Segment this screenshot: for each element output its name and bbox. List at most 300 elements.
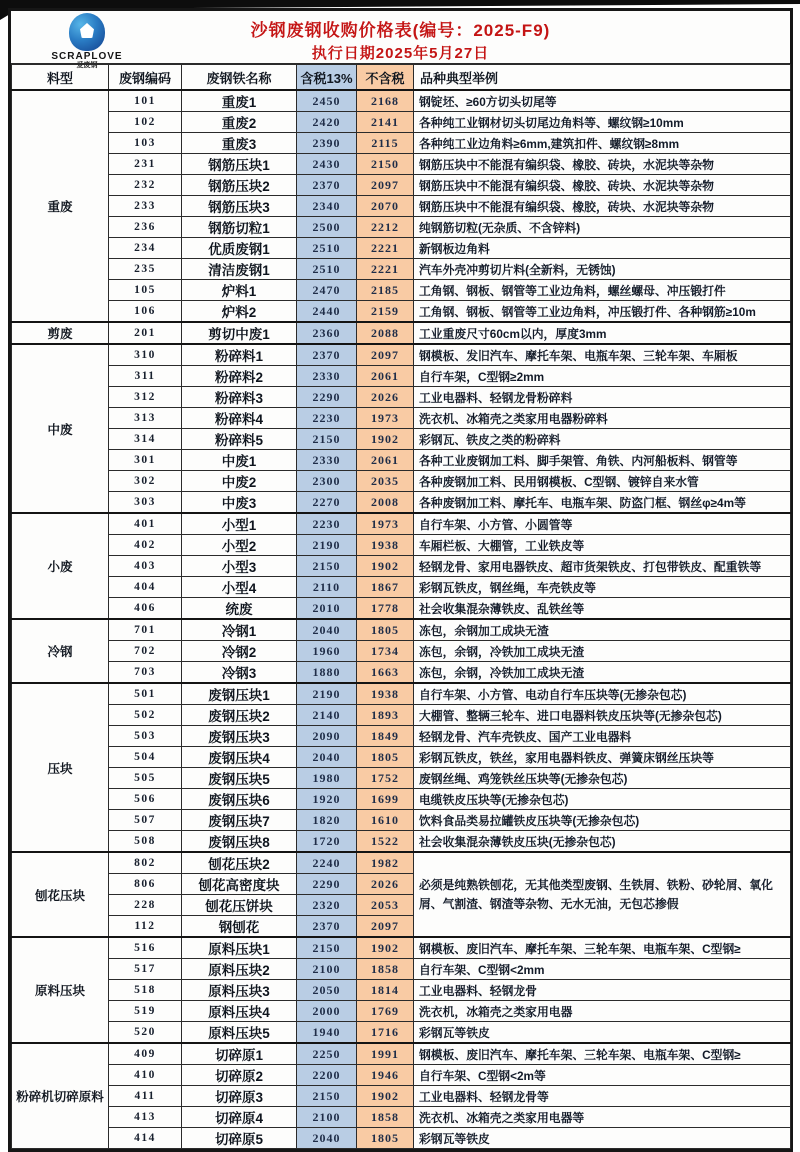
scrap-name-cell: 炉料2 bbox=[182, 301, 297, 323]
scrap-code-cell: 234 bbox=[109, 238, 182, 259]
price-tax-incl-cell: 1960 bbox=[297, 641, 357, 662]
table-row bbox=[12, 556, 791, 577]
scrap-code-cell: 403 bbox=[109, 556, 182, 577]
scrap-code-cell: 302 bbox=[109, 471, 182, 492]
scrap-code-cell: 314 bbox=[109, 429, 182, 450]
col-header-name: 废钢铁名称 bbox=[182, 65, 297, 91]
scrap-name-cell: 粉碎料5 bbox=[182, 429, 297, 450]
examples-cell: 钢模板、废旧汽车、摩托车架、三轮车架、电瓶车架、C型钢≥ bbox=[414, 937, 791, 959]
scrap-name-cell: 废钢压块4 bbox=[182, 747, 297, 768]
scrap-code-cell: 502 bbox=[109, 705, 182, 726]
examples-cell: 社会收集混杂薄铁皮压块(无掺杂包芯) bbox=[414, 831, 791, 853]
scrap-code-cell: 504 bbox=[109, 747, 182, 768]
material-type-cell: 原料压块 bbox=[12, 937, 109, 1043]
scrap-code-cell: 410 bbox=[109, 1065, 182, 1086]
price-tax-excl-cell: 1991 bbox=[357, 1043, 414, 1065]
scrap-code-cell: 508 bbox=[109, 831, 182, 853]
examples-cell: 钢筋压块中不能混有编织袋、橡胶、砖块，水泥块等杂物 bbox=[414, 154, 791, 175]
table-row bbox=[12, 513, 791, 535]
table-row bbox=[12, 154, 791, 175]
table-row bbox=[12, 1065, 791, 1086]
scrap-name-cell: 剪切中废1 bbox=[182, 322, 297, 344]
scrap-code-cell: 232 bbox=[109, 175, 182, 196]
scrap-name-cell: 原料压块4 bbox=[182, 1001, 297, 1022]
price-table-body bbox=[12, 90, 791, 1149]
scrap-name-cell: 粉碎料4 bbox=[182, 408, 297, 429]
examples-cell: 自行车架、C型钢<2m等 bbox=[414, 1065, 791, 1086]
table-row bbox=[12, 133, 791, 154]
price-tax-incl-cell: 2330 bbox=[297, 366, 357, 387]
price-tax-incl-cell: 2510 bbox=[297, 238, 357, 259]
price-tax-excl-cell: 1778 bbox=[357, 598, 414, 620]
examples-cell: 洗衣机、冰箱壳之类家用电器等 bbox=[414, 1107, 791, 1128]
price-tax-excl-cell: 2061 bbox=[357, 366, 414, 387]
price-tax-excl-cell: 1663 bbox=[357, 662, 414, 684]
scrap-code-cell: 101 bbox=[109, 90, 182, 112]
table-row bbox=[12, 535, 791, 556]
table-row bbox=[12, 577, 791, 598]
price-tax-excl-cell: 2097 bbox=[357, 916, 414, 938]
examples-cell: 新钢板边角料 bbox=[414, 238, 791, 259]
table-row bbox=[12, 852, 791, 874]
scrap-name-cell: 刨花高密度块 bbox=[182, 874, 297, 895]
price-tax-incl-cell: 2300 bbox=[297, 471, 357, 492]
examples-cell: 轻钢龙骨、汽车壳铁皮、国产工业电器料 bbox=[414, 726, 791, 747]
price-tax-incl-cell: 2050 bbox=[297, 980, 357, 1001]
scrap-name-cell: 原料压块5 bbox=[182, 1022, 297, 1044]
price-tax-excl-cell: 2185 bbox=[357, 280, 414, 301]
price-tax-incl-cell: 2360 bbox=[297, 322, 357, 344]
examples-cell: 轻钢龙骨、家用电器铁皮、超市货架铁皮、打包带铁皮、配重铁等 bbox=[414, 556, 791, 577]
table-row bbox=[12, 662, 791, 684]
scrap-code-cell: 505 bbox=[109, 768, 182, 789]
scrap-name-cell: 小型3 bbox=[182, 556, 297, 577]
scrap-name-cell: 废钢压块2 bbox=[182, 705, 297, 726]
scrap-code-cell: 102 bbox=[109, 112, 182, 133]
price-tax-excl-cell: 2097 bbox=[357, 344, 414, 366]
price-tax-excl-cell: 2061 bbox=[357, 450, 414, 471]
price-tax-incl-cell: 2370 bbox=[297, 916, 357, 938]
scrap-name-cell: 中废1 bbox=[182, 450, 297, 471]
price-tax-excl-cell: 1893 bbox=[357, 705, 414, 726]
scrap-name-cell: 钢筋压块1 bbox=[182, 154, 297, 175]
price-tax-incl-cell: 2370 bbox=[297, 344, 357, 366]
scrap-name-cell: 小型1 bbox=[182, 513, 297, 535]
scrap-code-cell: 303 bbox=[109, 492, 182, 514]
scrap-code-cell: 103 bbox=[109, 133, 182, 154]
price-tax-incl-cell: 2150 bbox=[297, 556, 357, 577]
table-row bbox=[12, 641, 791, 662]
price-tax-incl-cell: 2150 bbox=[297, 937, 357, 959]
price-tax-incl-cell: 2040 bbox=[297, 1128, 357, 1149]
material-type-cell: 重废 bbox=[12, 90, 109, 322]
scrap-name-cell: 钢筋压块2 bbox=[182, 175, 297, 196]
table-row bbox=[12, 1086, 791, 1107]
scrap-code-cell: 236 bbox=[109, 217, 182, 238]
examples-cell: 自行车架、小方管、电动自行车压块等(无掺杂包芯) bbox=[414, 683, 791, 705]
price-tax-incl-cell: 2000 bbox=[297, 1001, 357, 1022]
scrap-name-cell: 重废2 bbox=[182, 112, 297, 133]
examples-cell: 工业重废尺寸60cm以内，厚度3mm bbox=[414, 322, 791, 344]
scrap-code-cell: 310 bbox=[109, 344, 182, 366]
scrap-code-cell: 409 bbox=[109, 1043, 182, 1065]
scrap-name-cell: 切碎原5 bbox=[182, 1128, 297, 1149]
table-row bbox=[12, 175, 791, 196]
price-tax-incl-cell: 2450 bbox=[297, 90, 357, 112]
price-tax-excl-cell: 1849 bbox=[357, 726, 414, 747]
examples-cell: 各种工业废钢加工料、脚手架管、角铁、内河船板料、钢管等 bbox=[414, 450, 791, 471]
scrap-code-cell: 703 bbox=[109, 662, 182, 684]
scrap-name-cell: 粉碎料2 bbox=[182, 366, 297, 387]
examples-cell: 电缆铁皮压块等(无掺杂包芯) bbox=[414, 789, 791, 810]
table-row bbox=[12, 1022, 791, 1044]
price-tax-incl-cell: 2510 bbox=[297, 259, 357, 280]
scrap-code-cell: 312 bbox=[109, 387, 182, 408]
price-tax-incl-cell: 1820 bbox=[297, 810, 357, 831]
price-tax-excl-cell: 2088 bbox=[357, 322, 414, 344]
price-tax-incl-cell: 2340 bbox=[297, 196, 357, 217]
examples-cell: 钢锭坯、≥60方切头切尾等 bbox=[414, 90, 791, 112]
price-tax-excl-cell: 1867 bbox=[357, 577, 414, 598]
examples-cell: 各种纯工业钢材切头切尾边角料等、螺纹钢≥10mm bbox=[414, 112, 791, 133]
table-row bbox=[12, 1128, 791, 1149]
scrap-name-cell: 炉料1 bbox=[182, 280, 297, 301]
examples-cell: 冻包，余钢加工成块无渣 bbox=[414, 619, 791, 641]
price-tax-excl-cell: 1699 bbox=[357, 789, 414, 810]
price-tax-incl-cell: 2150 bbox=[297, 429, 357, 450]
examples-cell: 彩钢瓦铁皮，钢丝绳，车壳铁皮等 bbox=[414, 577, 791, 598]
scrap-name-cell: 废钢压块1 bbox=[182, 683, 297, 705]
scrap-name-cell: 粉碎料1 bbox=[182, 344, 297, 366]
examples-cell: 钢筋压块中不能混有编织袋、橡胶、砖块、水泥块等杂物 bbox=[414, 175, 791, 196]
price-tax-incl-cell: 2290 bbox=[297, 874, 357, 895]
examples-cell: 工角钢、钢板、钢管等工业边角料，螺丝螺母、冲压锻打件 bbox=[414, 280, 791, 301]
scrap-name-cell: 钢刨花 bbox=[182, 916, 297, 938]
price-tax-incl-cell: 1980 bbox=[297, 768, 357, 789]
scrap-code-cell: 518 bbox=[109, 980, 182, 1001]
scrap-name-cell: 小型2 bbox=[182, 535, 297, 556]
examples-cell: 饮料食品类易拉罐铁皮压块等(无掺杂包芯) bbox=[414, 810, 791, 831]
scrap-code-cell: 311 bbox=[109, 366, 182, 387]
material-type-cell: 压块 bbox=[12, 683, 109, 852]
price-tax-excl-cell: 1814 bbox=[357, 980, 414, 1001]
price-tax-incl-cell: 2430 bbox=[297, 154, 357, 175]
scrap-code-cell: 201 bbox=[109, 322, 182, 344]
examples-cell: 各种废钢加工料、摩托车、电瓶车架、防盗门框、钢丝φ≥4m等 bbox=[414, 492, 791, 514]
price-tax-excl-cell: 1982 bbox=[357, 852, 414, 874]
examples-cell: 各种纯工业边角料≥6mm,建筑扣件、螺纹钢≥8mm bbox=[414, 133, 791, 154]
scrap-name-cell: 冷钢1 bbox=[182, 619, 297, 641]
examples-cell: 各种废钢加工料、民用钢模板、C型钢、镀锌自来水管 bbox=[414, 471, 791, 492]
price-tax-incl-cell: 2230 bbox=[297, 513, 357, 535]
examples-cell: 工角钢、钢板、钢管等工业边角料，冲压锻打件、各种钢筋≥10m bbox=[414, 301, 791, 323]
table-row bbox=[12, 301, 791, 323]
table-row bbox=[12, 831, 791, 853]
scrap-name-cell: 中废3 bbox=[182, 492, 297, 514]
material-type-cell: 中废 bbox=[12, 344, 109, 513]
col-header-code: 废钢编码 bbox=[109, 65, 182, 91]
examples-cell: 自行车架、小方管、小圆管等 bbox=[414, 513, 791, 535]
price-tax-excl-cell: 1973 bbox=[357, 408, 414, 429]
scrap-name-cell: 切碎原2 bbox=[182, 1065, 297, 1086]
examples-cell: 钢模板、发旧汽车、摩托车架、电瓶车架、三轮车架、车厢板 bbox=[414, 344, 791, 366]
examples-cell: 冻包，余钢，冷铁加工成块无渣 bbox=[414, 641, 791, 662]
examples-cell: 工业电器料、轻钢龙骨等 bbox=[414, 1086, 791, 1107]
scrap-name-cell: 重废3 bbox=[182, 133, 297, 154]
material-type-cell: 刨花压块 bbox=[12, 852, 109, 937]
examples-cell: 纯钢筋切粒(无杂质、不含锌料) bbox=[414, 217, 791, 238]
table-row bbox=[12, 747, 791, 768]
scrap-name-cell: 钢筋压块3 bbox=[182, 196, 297, 217]
scrap-code-cell: 233 bbox=[109, 196, 182, 217]
price-tax-excl-cell: 2053 bbox=[357, 895, 414, 916]
scrap-name-cell: 原料压块1 bbox=[182, 937, 297, 959]
price-tax-excl-cell: 1716 bbox=[357, 1022, 414, 1044]
material-type-cell: 小废 bbox=[12, 513, 109, 619]
scrap-code-cell: 404 bbox=[109, 577, 182, 598]
price-tax-incl-cell: 2240 bbox=[297, 852, 357, 874]
scrap-name-cell: 废钢压块6 bbox=[182, 789, 297, 810]
price-tax-incl-cell: 2110 bbox=[297, 577, 357, 598]
price-tax-incl-cell: 2420 bbox=[297, 112, 357, 133]
price-tax-excl-cell: 2141 bbox=[357, 112, 414, 133]
table-row bbox=[12, 492, 791, 514]
examples-cell: 工业电器料、轻钢龙骨 bbox=[414, 980, 791, 1001]
price-tax-excl-cell: 1610 bbox=[357, 810, 414, 831]
scrap-code-cell: 519 bbox=[109, 1001, 182, 1022]
price-tax-incl-cell: 2250 bbox=[297, 1043, 357, 1065]
scrap-code-cell: 411 bbox=[109, 1086, 182, 1107]
price-tax-excl-cell: 1805 bbox=[357, 619, 414, 641]
logo-brand-cn: 爱废钢 bbox=[76, 62, 98, 69]
examples-cell: 工业电器料、轻钢龙骨粉碎料 bbox=[414, 387, 791, 408]
price-tax-excl-cell: 2026 bbox=[357, 387, 414, 408]
price-tax-incl-cell: 2500 bbox=[297, 217, 357, 238]
table-row bbox=[12, 366, 791, 387]
col-header-tax-excl: 不含税 bbox=[357, 65, 414, 91]
table-row bbox=[12, 217, 791, 238]
table-row bbox=[12, 238, 791, 259]
price-tax-incl-cell: 2040 bbox=[297, 747, 357, 768]
table-row bbox=[12, 726, 791, 747]
price-tax-excl-cell: 2221 bbox=[357, 259, 414, 280]
price-tax-excl-cell: 1902 bbox=[357, 1086, 414, 1107]
scrap-code-cell: 520 bbox=[109, 1022, 182, 1044]
table-row bbox=[12, 429, 791, 450]
table-row bbox=[12, 705, 791, 726]
table-row bbox=[12, 1107, 791, 1128]
material-type-cell: 粉碎机切碎原料 bbox=[12, 1043, 109, 1149]
price-tax-incl-cell: 2100 bbox=[297, 1107, 357, 1128]
table-row bbox=[12, 322, 791, 344]
price-tax-incl-cell: 2150 bbox=[297, 1086, 357, 1107]
scrap-code-cell: 112 bbox=[109, 916, 182, 938]
scrap-name-cell: 刨花压块2 bbox=[182, 852, 297, 874]
table-row bbox=[12, 450, 791, 471]
price-tax-excl-cell: 1805 bbox=[357, 747, 414, 768]
scrap-name-cell: 切碎原4 bbox=[182, 1107, 297, 1128]
price-tax-excl-cell: 2159 bbox=[357, 301, 414, 323]
price-tax-incl-cell: 2190 bbox=[297, 535, 357, 556]
table-row bbox=[12, 344, 791, 366]
scrap-name-cell: 切碎原3 bbox=[182, 1086, 297, 1107]
scrap-name-cell: 切碎原1 bbox=[182, 1043, 297, 1065]
price-tax-excl-cell: 1752 bbox=[357, 768, 414, 789]
examples-cell: 洗衣机、冰箱壳之类家用电器粉碎料 bbox=[414, 408, 791, 429]
price-tax-excl-cell: 2212 bbox=[357, 217, 414, 238]
price-tax-incl-cell: 2200 bbox=[297, 1065, 357, 1086]
scrap-name-cell: 废钢压块3 bbox=[182, 726, 297, 747]
price-tax-excl-cell: 1938 bbox=[357, 683, 414, 705]
examples-cell: 彩钢瓦铁皮，铁丝，家用电器料铁皮、弹簧床钢丝压块等 bbox=[414, 747, 791, 768]
price-tax-excl-cell: 1973 bbox=[357, 513, 414, 535]
scrap-code-cell: 313 bbox=[109, 408, 182, 429]
table-row bbox=[12, 619, 791, 641]
scrap-code-cell: 517 bbox=[109, 959, 182, 980]
table-row bbox=[12, 980, 791, 1001]
price-tax-incl-cell: 2270 bbox=[297, 492, 357, 514]
price-tax-incl-cell: 2010 bbox=[297, 598, 357, 620]
scrap-name-cell: 钢筋切粒1 bbox=[182, 217, 297, 238]
price-tax-incl-cell: 2330 bbox=[297, 450, 357, 471]
price-tax-excl-cell: 1902 bbox=[357, 937, 414, 959]
price-tax-incl-cell: 1880 bbox=[297, 662, 357, 684]
table-row bbox=[12, 598, 791, 620]
scrap-name-cell: 粉碎料3 bbox=[182, 387, 297, 408]
scrap-name-cell: 刨花压饼块 bbox=[182, 895, 297, 916]
price-tax-excl-cell: 2115 bbox=[357, 133, 414, 154]
table-row bbox=[12, 1001, 791, 1022]
scrap-code-cell: 701 bbox=[109, 619, 182, 641]
scrap-code-cell: 506 bbox=[109, 789, 182, 810]
price-sheet bbox=[8, 8, 793, 1152]
examples-merged-cell: 必须是纯熟铁刨花，无其他类型废钢、生铁屑、铁粉、砂轮屑、氧化屑、气割渣、钢渣等杂物、无水无油，无包芯掺假 bbox=[414, 852, 791, 937]
scrap-code-cell: 228 bbox=[109, 895, 182, 916]
scrap-name-cell: 废钢压块8 bbox=[182, 831, 297, 853]
price-tax-incl-cell: 2320 bbox=[297, 895, 357, 916]
price-tax-excl-cell: 2150 bbox=[357, 154, 414, 175]
price-tax-excl-cell: 2168 bbox=[357, 90, 414, 112]
examples-cell: 自行车架、C型钢<2mm bbox=[414, 959, 791, 980]
scrap-name-cell: 小型4 bbox=[182, 577, 297, 598]
price-tax-incl-cell: 1720 bbox=[297, 831, 357, 853]
price-tax-excl-cell: 1805 bbox=[357, 1128, 414, 1149]
price-tax-excl-cell: 2070 bbox=[357, 196, 414, 217]
price-tax-incl-cell: 2470 bbox=[297, 280, 357, 301]
price-tax-incl-cell: 2090 bbox=[297, 726, 357, 747]
price-tax-incl-cell: 2140 bbox=[297, 705, 357, 726]
col-header-tax-incl: 含税13% bbox=[297, 65, 357, 91]
price-table bbox=[11, 64, 791, 1149]
scrap-name-cell: 废钢压块7 bbox=[182, 810, 297, 831]
effective-date: 执行日期2025年5月27日 bbox=[311, 45, 490, 62]
price-tax-incl-cell: 2390 bbox=[297, 133, 357, 154]
col-header-examples: 品种典型举例 bbox=[414, 65, 791, 91]
price-tax-incl-cell: 2100 bbox=[297, 959, 357, 980]
table-row bbox=[12, 112, 791, 133]
table-row bbox=[12, 937, 791, 959]
price-tax-incl-cell: 1940 bbox=[297, 1022, 357, 1044]
price-tax-excl-cell: 2097 bbox=[357, 175, 414, 196]
logo-brand-text: SCRAPLOVE bbox=[51, 51, 123, 62]
material-type-cell: 冷钢 bbox=[12, 619, 109, 683]
table-row bbox=[12, 1043, 791, 1065]
price-tax-excl-cell: 1522 bbox=[357, 831, 414, 853]
price-tax-excl-cell: 1938 bbox=[357, 535, 414, 556]
scrap-code-cell: 802 bbox=[109, 852, 182, 874]
scrap-code-cell: 406 bbox=[109, 598, 182, 620]
scrap-code-cell: 413 bbox=[109, 1107, 182, 1128]
scrap-name-cell: 重废1 bbox=[182, 90, 297, 112]
table-row bbox=[12, 408, 791, 429]
scrap-name-cell: 废钢压块5 bbox=[182, 768, 297, 789]
price-tax-incl-cell: 2230 bbox=[297, 408, 357, 429]
scrap-code-cell: 507 bbox=[109, 810, 182, 831]
price-tax-incl-cell: 2370 bbox=[297, 175, 357, 196]
table-row bbox=[12, 259, 791, 280]
table-row bbox=[12, 789, 791, 810]
examples-cell: 彩钢瓦等铁皮 bbox=[414, 1128, 791, 1149]
material-type-cell: 剪废 bbox=[12, 322, 109, 344]
price-tax-incl-cell: 2190 bbox=[297, 683, 357, 705]
scrap-code-cell: 516 bbox=[109, 937, 182, 959]
price-tax-excl-cell: 2035 bbox=[357, 471, 414, 492]
scrap-name-cell: 清洁废钢1 bbox=[182, 259, 297, 280]
col-header-material: 料型 bbox=[12, 65, 109, 91]
scrap-code-cell: 402 bbox=[109, 535, 182, 556]
table-row bbox=[12, 810, 791, 831]
price-tax-excl-cell: 1769 bbox=[357, 1001, 414, 1022]
examples-cell: 钢模板、废旧汽车、摩托车架、三轮车架、电瓶车架、C型钢≥ bbox=[414, 1043, 791, 1065]
price-tax-excl-cell: 2221 bbox=[357, 238, 414, 259]
price-tax-excl-cell: 2026 bbox=[357, 874, 414, 895]
sheet-header bbox=[11, 11, 790, 69]
scrap-code-cell: 401 bbox=[109, 513, 182, 535]
table-row bbox=[12, 768, 791, 789]
examples-cell: 社会收集混杂薄铁皮、乱铁丝等 bbox=[414, 598, 791, 620]
price-tax-excl-cell: 2008 bbox=[357, 492, 414, 514]
examples-cell: 彩钢瓦等铁皮 bbox=[414, 1022, 791, 1044]
price-tax-excl-cell: 1858 bbox=[357, 1107, 414, 1128]
table-row bbox=[12, 90, 791, 112]
table-row bbox=[12, 959, 791, 980]
table-row bbox=[12, 387, 791, 408]
scrap-code-cell: 301 bbox=[109, 450, 182, 471]
scrap-code-cell: 414 bbox=[109, 1128, 182, 1149]
scrap-name-cell: 冷钢3 bbox=[182, 662, 297, 684]
scrap-name-cell: 中废2 bbox=[182, 471, 297, 492]
table-row bbox=[12, 471, 791, 492]
examples-cell: 彩钢瓦、铁皮之类的粉碎料 bbox=[414, 429, 791, 450]
price-tax-excl-cell: 1902 bbox=[357, 556, 414, 577]
examples-cell: 自行车架，C型钢≥2mm bbox=[414, 366, 791, 387]
table-row bbox=[12, 683, 791, 705]
scrap-code-cell: 806 bbox=[109, 874, 182, 895]
scrap-code-cell: 503 bbox=[109, 726, 182, 747]
scrap-name-cell: 原料压块2 bbox=[182, 959, 297, 980]
scrap-code-cell: 501 bbox=[109, 683, 182, 705]
scrap-name-cell: 冷钢2 bbox=[182, 641, 297, 662]
table-row bbox=[12, 196, 791, 217]
table-row bbox=[12, 280, 791, 301]
examples-cell: 汽车外壳冲剪切片料(全新料，无锈蚀) bbox=[414, 259, 791, 280]
examples-cell: 大棚管、整辆三轮车、进口电器料铁皮压块等(无掺杂包芯) bbox=[414, 705, 791, 726]
price-tax-excl-cell: 1902 bbox=[357, 429, 414, 450]
scrap-code-cell: 702 bbox=[109, 641, 182, 662]
scrap-name-cell: 统废 bbox=[182, 598, 297, 620]
price-tax-incl-cell: 1920 bbox=[297, 789, 357, 810]
scrap-code-cell: 105 bbox=[109, 280, 182, 301]
